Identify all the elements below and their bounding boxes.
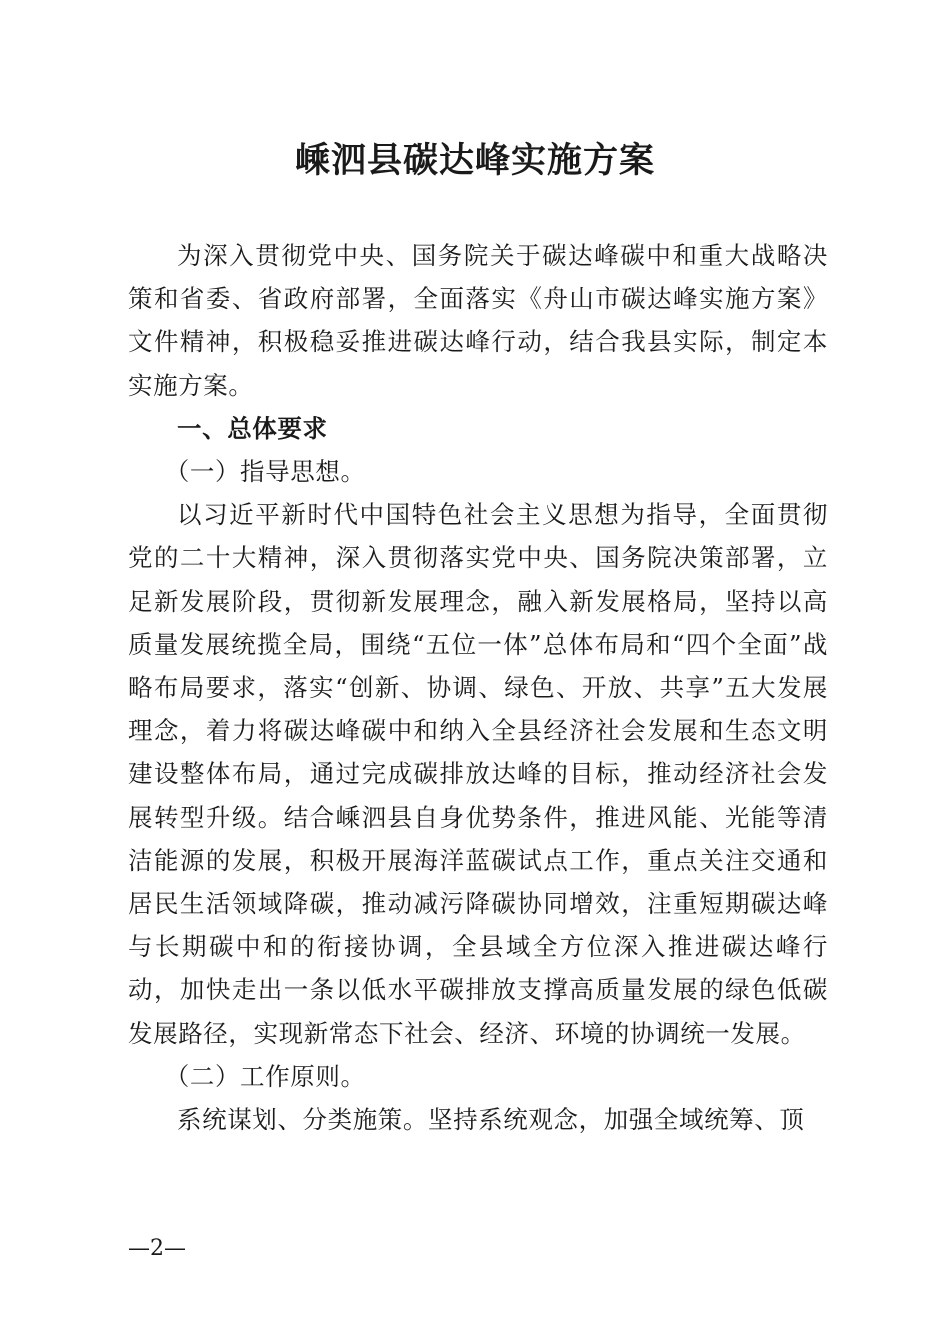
page-number: —2—: [128, 1236, 186, 1261]
intro-paragraph: 为深入贯彻党中央、国务院关于碳达峰碳中和重大战略决策和省委、省政府部署，全面落实《舟山市碳达峰实施方案》文件精神，积极稳妥推进碳达峰行动，结合我县实际，制定本实施方案。: [128, 241, 828, 400]
subsection-heading-guiding-ideology: （一）指导思想。: [164, 457, 366, 487]
subsection-heading-working-principles: （二）工作原则。: [164, 1061, 366, 1091]
document-body: [128, 234, 828, 1141]
working-principles-paragraph: 系统谋划、分类施策。坚持系统观念，加强全域统筹、顶: [177, 1105, 805, 1135]
document-title: 嵊泗县碳达峰实施方案: [294, 140, 655, 181]
guiding-ideology-paragraph: 以习近平新时代中国特色社会主义思想为指导，全面贯彻党的二十大精神，深入贯彻落实党中央、国务院决策部署，立足新发展阶段，贯彻新发展理念，融入新发展格局，坚持以高质量发展统揽全局，围绕“五位一体”总体布局和“四个全面”战略布局要求，落实“创新、协调、绿色、开放、共享”五大发展理念，着力将碳达峰碳中和纳入全县经济社会发展和生态文明建设整体布局，通过完成碳排放达峰的目标，推动经济社会发展转型升级。结合嵊泗县自身优势条件，推进风能、光能等清洁能源的发展，积极开展海洋蓝碳试点工作，重点关注交通和居民生活领域降碳，推动减污降碳协同增效，注重短期碳达峰与长期碳中和的衔接协调，全县域全方位深入推进碳达峰行动，加快走出一条以低水平碳排放支撑高质量发展的绿色低碳发展路径，实现新常态下社会、经济、环境的协调统一发展。: [128, 500, 828, 1048]
section-heading-overall-requirements: 一、总体要求: [177, 413, 328, 443]
